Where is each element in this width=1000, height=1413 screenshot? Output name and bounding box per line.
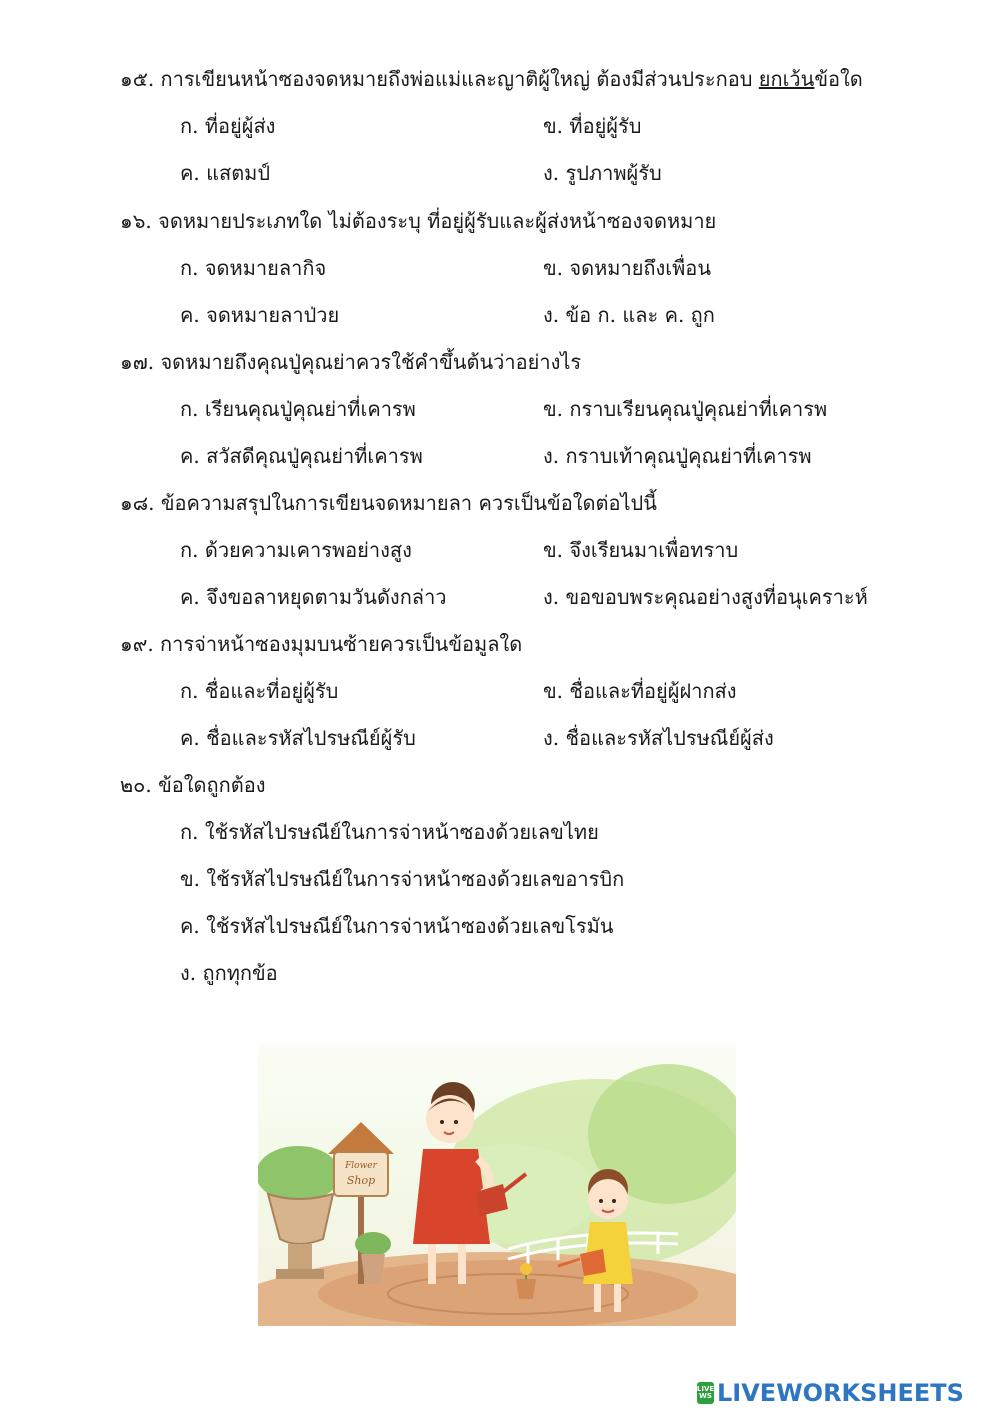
question-18-option-c[interactable]: ค. จึงขอลาหยุดตามวันดังกล่าว	[180, 585, 447, 609]
question-20-stem: ๒๐. ข้อใดถูกต้อง	[120, 773, 266, 797]
question-16-option-a[interactable]: ก. จดหมายลากิจ	[180, 256, 327, 280]
sign-roof	[328, 1122, 394, 1154]
question-17-option-c[interactable]: ค. สวัสดีคุณปู่คุณย่าที่เคารพ	[180, 444, 423, 468]
urn-stem	[288, 1244, 312, 1269]
question-18-option-d[interactable]: ง. ขอขอบพระคุณอย่างสูงที่อนุเคราะห์	[543, 585, 868, 609]
question-15-stem	[120, 64, 863, 94]
logo-badge-bottom: WS	[699, 1392, 712, 1400]
question-15-option-c[interactable]: ค. แสตมป์	[180, 161, 271, 185]
gardening-children-illustration	[258, 1044, 736, 1326]
question-19-option-d[interactable]: ง. ชื่อและรหัสไปรษณีย์ผู้ส่ง	[543, 726, 774, 750]
question-20-option-d[interactable]: ง. ถูกทุกข้อ	[180, 961, 278, 985]
question-18-option-a[interactable]: ก. ด้วยความเคารพอย่างสูง	[180, 538, 412, 562]
question-18-option-b[interactable]: ข. จึงเรียนมาเพื่อทราบ	[543, 538, 739, 562]
question-17-option-b[interactable]: ข. กราบเรียนคุณปู่คุณย่าที่เคารพ	[543, 397, 828, 421]
logo-badge-top: LIVE	[696, 1385, 715, 1393]
question-20-option-a[interactable]: ก. ใช้รหัสไปรษณีย์ในการจ่าหน้าซองด้วยเลขไทย	[180, 820, 599, 844]
urn-planter	[268, 1194, 333, 1244]
question-20	[0, 770, 1000, 1010]
question-16-option-d[interactable]: ง. ข้อ ก. และ ค. ถูก	[543, 303, 715, 327]
question-17-option-a[interactable]: ก. เรียนคุณปู่คุณย่าที่เคารพ	[180, 397, 416, 421]
urn-base	[276, 1269, 324, 1279]
question-15-stem-end: ข้อใด	[814, 67, 863, 91]
question-18-stem: ๑๘. ข้อความสรุปในการเขียนจดหมายลา ควรเป็นข้อใดต่อไปนี้	[120, 491, 657, 515]
question-16-stem: ๑๖. จดหมายประเภทใด ไม่ต้องระบุ ที่อยู่ผู้รับและผู้ส่งหน้าซองจดหมาย	[120, 209, 717, 233]
illustration-svg	[258, 1044, 736, 1326]
urn-plant-foliage	[258, 1146, 340, 1202]
question-17-stem: ๑๗. จดหมายถึงคุณปู่คุณย่าควรใช้คำขึ้นต้นว่าอย่างไร	[120, 350, 582, 374]
question-15-option-b[interactable]: ข. ที่อยู่ผู้รับ	[543, 114, 642, 138]
question-19-stem: ๑๙. การจ่าหน้าซองมุมบนซ้ายควรเป็นข้อมูลใด	[120, 632, 523, 656]
question-19-option-c[interactable]: ค. ชื่อและรหัสไปรษณีย์ผู้รับ	[180, 726, 416, 750]
question-17-option-d[interactable]: ง. กราบเท้าคุณปู่คุณย่าที่เคารพ	[543, 444, 812, 468]
center-flower-pot	[516, 1279, 536, 1299]
logo-text: LIVEWORKSHEETS	[717, 1379, 964, 1407]
small-pot	[361, 1254, 385, 1284]
question-15-underlined-word: ยกเว้น	[758, 67, 815, 91]
small-pot-plant	[355, 1232, 391, 1256]
logo-badge-icon	[697, 1382, 714, 1404]
center-flower	[520, 1263, 532, 1275]
question-20-option-c[interactable]: ค. ใช้รหัสไปรษณีย์ในการจ่าหน้าซองด้วยเลขโรมัน	[180, 914, 614, 938]
liveworksheets-logo[interactable]	[697, 1380, 964, 1406]
question-15-option-a[interactable]: ก. ที่อยู่ผู้ส่ง	[180, 114, 276, 138]
question-20-option-b[interactable]: ข. ใช้รหัสไปรษณีย์ในการจ่าหน้าซองด้วยเลขอารบิก	[180, 867, 625, 891]
question-16-option-b[interactable]: ข. จดหมายถึงเพื่อน	[543, 256, 711, 280]
question-15-stem-text: ๑๕. การเขียนหน้าซองจดหมายถึงพ่อแม่และญาติผู้ใหญ่ ต้องมีส่วนประกอบ	[120, 67, 759, 91]
sign-text-line2: Shop	[346, 1174, 376, 1187]
question-16-option-c[interactable]: ค. จดหมายลาป่วย	[180, 303, 340, 327]
question-19-option-b[interactable]: ข. ชื่อและที่อยู่ผู้ฝากส่ง	[543, 679, 737, 703]
question-15-option-d[interactable]: ง. รูปภาพผู้รับ	[543, 161, 662, 185]
question-19-option-a[interactable]: ก. ชื่อและที่อยู่ผู้รับ	[180, 679, 339, 703]
sign-text-line1: Flower	[345, 1161, 377, 1171]
